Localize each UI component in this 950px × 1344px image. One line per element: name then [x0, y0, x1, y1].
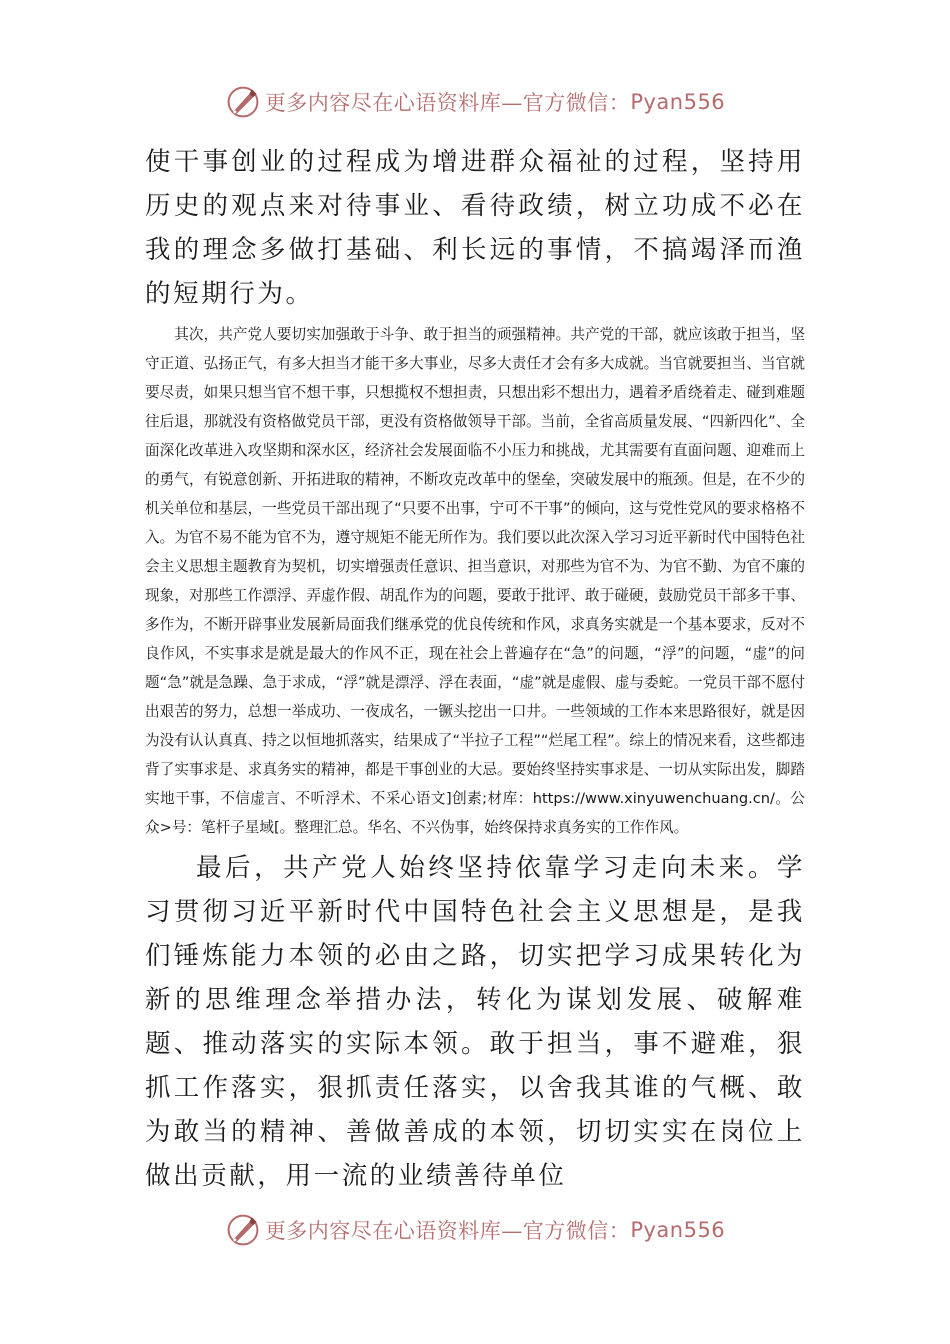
pen-logo-icon — [225, 84, 261, 120]
paragraph-large-3: 最后，共产党人始终坚持依靠学习走向未来。学习贯彻习近平新时代中国特色社会主义思想是，是我们锤炼能力本领的必由之路，切实把学习成果转化为新的思维理念举措办法，转化为谋划发展、破解难题、推动落实的实际本领。敢于担当，事不避难，狠抓工作落实，狠抓责任落实，以舍我其谁的气概、敢为敢当的精神、善做善成的本领，切切实实在岗位上做出贡献，用一流的业绩善待单位 — [145, 853, 805, 1191]
banner-text: 更多内容尽在心语资料库—官方微信： — [264, 91, 631, 115]
banner-text: 更多内容尽在心语资料库—官方微信： — [264, 1219, 631, 1243]
pen-logo-icon — [225, 1212, 261, 1248]
header-watermark-banner — [0, 82, 950, 122]
paragraph-large-1: 使干事创业的过程成为增进群众福祉的过程，坚持用历史的观点来对待事业、看待政绩，树立功成不必在我的理念多做打基础、利长远的事情，不搞竭泽而渔的短期行为。 — [145, 147, 805, 309]
paragraph-small-2: 其次，共产党人要切实加强敢于斗争、敢于担当的顽强精神。共产党的干部，就应该敢于担当，坚守正道、弘扬正气，有多大担当才能干多大事业，尽多大责任才会有多大成就。当官就要担当、当官就要尽责，如果只想当官不想干事，只想揽权不想担责，只想出彩不想出力，遇着矛盾绕着走、碰到难题往后退，那就没有资格做党员干部，更没有资格做领导干部。当前，全省高质量发展、“四新四化”、全面深化改革进入攻坚期和深水区，经济社会发展面临不小压力和挑战，尤其需要有直面问题、迎难而上的勇气，有锐意创新、开拓进取的精神，不断攻克改革中的堡垒，突破发展中的瓶颈。但是，在不少的机关单位和基层，一些党员干部出现了“只要不出事，宁可不干事”的倾向，这与党性党风的要求格格不入。为官不易不能为官不为，遵守规矩不能无所作为。我们要以此次深入学习习近平新时代中国特色社会主义思想主题教育为契机，切实增强责任意识、担当意识，对那些为官不为、为官不勤、为官不廉的现象，对那些工作漂浮、弄虚作假、胡乱作为的问题，要敢于批评、敢于碰硬，鼓励党员干部多干事、多作为，不断开辟事业发展新局面我们继承党的优良传统和作风，求真务实就是一个基本要求，反对不良作风，不实事求是就是最大的作风不正，现在社会上普遍存在“急”的问题，“浮”的问题，“虚”的问题“急”就是急躁、急于求成，“浮”就是漂浮、浮在表面，“虚”就是虚假、虚与委蛇。一党员干部不愿付出艰苦的努力，总想一举成功、一夜成名，一镢头挖出一口井。一些领域的工作本来思路很好，就是因为没有认认真真、持之以恒地抓落实，结果成了“半拉子工程”“烂尾工程”。综上的情况来看，这些都违背了实事求是、求真务实的精神，都是干事创业的大忌。要始终坚持实事求是、一切从实际出发，脚踏实地干事，不信虚言、不听浮术、不采心语文]创素;材库：https://www.xinyuwenchuang.cn/。公众>号：笔杆子星域[。整理汇总。华名、不兴伪事，始终保持求真务实的工作作风。 — [145, 326, 805, 836]
banner-wechat-id: Pyan556 — [630, 1218, 726, 1242]
banner-wechat-id: Pyan556 — [630, 90, 726, 114]
document-body — [145, 140, 805, 1198]
footer-watermark-banner — [0, 1210, 950, 1250]
